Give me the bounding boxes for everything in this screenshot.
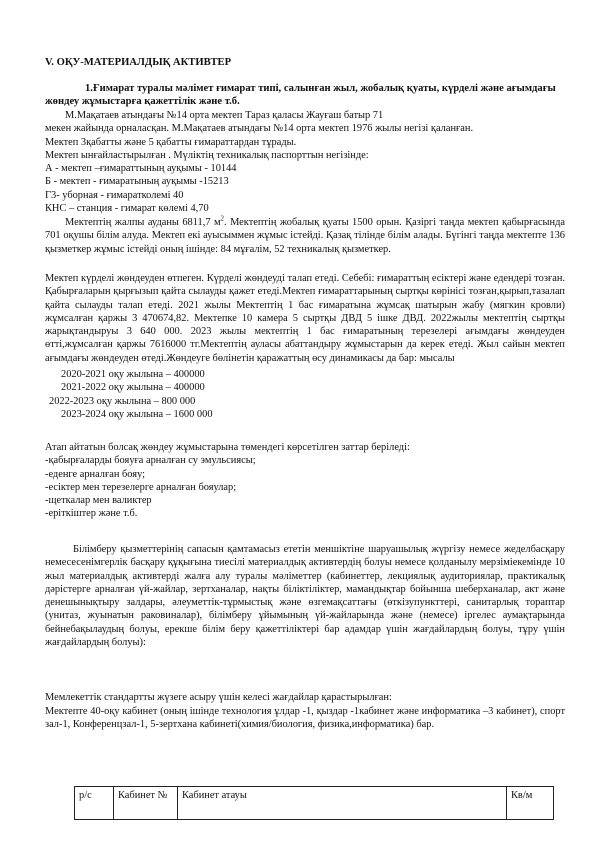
cabinet-table: [74, 786, 554, 820]
table-header-cell: р/с: [75, 787, 114, 820]
materials-intro: Атап айтатын болсақ жөндеу жұмыстарына төмендегі көрсетілген заттар беріледі:: [45, 442, 410, 453]
materials-block: [45, 441, 565, 521]
section-title: V. ОҚУ-МАТЕРИАЛДЫҚ АКТИВТЕР: [45, 57, 232, 68]
info-line: М.Мақатаев атындағы №14 орта мектеп Тараз қаласы Жауғаш батыр 71: [65, 110, 384, 121]
standard-title: Мемлекеттік стандартты жүзеге асыру үшін келесі жағдайлар қарастырылған:: [45, 692, 392, 703]
provision-paragraph: Білімберу қызметтерінің сапасын қамтамасыз ететін меншіктіне шаруашылық жүргізу немесе жеделбасқару немесесенімгерлік басқару құқығына тиесілі материалдық активтердің болуы немесе қолданылу мерзіміекемінде 10 жыл материалдық активтерді жалға алу туралы мәліметтер (кабинеттер, лекциялық аудиториялар, практикалық дәрістерге арналған үй-жайлар, зертханалар, нақты біліктіліктер, мамандықтар бойынша шеберханалар, акт және денешынықтыру залдары, әлеуметтік-тұрмыстық және өзгемақсаттағы (өткізупункттері, санитарлық торaптар (унитаз, жуынатын раковиналар), білімберу ұйымының үй-жайларында және (немесе) іргелес аумақтарында бейнебақылаудың болуы, ерекше білім беру қажеттіліктері бар адамдар үшін жағдайлардың болуы, тұру үшін жағдайлардың болуы):: [45, 544, 565, 649]
standard-paragraph: Мектепте 40-оқу кабинет (оның ішінде технология ұлдар -1, қыздар -1кабинет және информатика –3 кабинет), спорт зал-1, Конференцзал-1, 5-зертхана кабинеті(химия/биология, физика,информатика) бар.: [45, 706, 565, 731]
funding-year-item: 2021-2022 оқу жылына – 400000: [61, 382, 205, 394]
funding-year-item: 2020-2021 оқу жылына – 400000: [61, 369, 205, 380]
materials-item: -еденге арналған бояу;: [45, 468, 146, 480]
funding-by-year-list: [45, 368, 345, 421]
table-header-cell: Кв/м: [507, 787, 554, 820]
table-header-row: [75, 787, 554, 820]
area-paragraph: [45, 216, 565, 256]
materials-item: -еріткіштер және т.б.: [45, 508, 138, 520]
info-line: мекен жайында орналасқан. М.Мақатаев атындағы №14 орта мектеп 1976 жылы негізі қаланған.: [45, 123, 474, 135]
info-line: Мектеп 3қабатты және 5 қабатты ғимараттардан тұрады.: [45, 136, 297, 148]
materials-item: -есіктер мен терезелерге арналған бояулар;: [45, 481, 237, 493]
materials-item: -щеткалар мен валиктер: [45, 495, 152, 507]
table-header-cell: Кабинет №: [114, 787, 178, 820]
area-superscript: 2: [220, 214, 225, 223]
school-info-block: [45, 109, 565, 215]
repair-paragraph: Мектеп күрделі жөндеуден өтпеген. Күрделі жөндеуді талап етеді. Себебі: ғимараттың есіктері және едендері тозған. Қабырғаларын қырғызып қайта сылауды қажет етеді.Мектеп ғимараттарының сыртқы көрінісі тозған,қырып,тазалап қайта сылауды талап етеді. 2021 жылы Мектептің 1 бас ғимаратына жұмсақ шатырын жабу (мягкин кровли) жұмсалған қаржы 3 470674,82. Мектепке 10 камера 5 сыртқы ДВД 5 ішке ДВД. 2022жылы мектептің сыртқы жарықтандыруы 3 640 000. 2023 жылы мектептің 1 бас ғимаратының терезелері ағымдағы жөндеуден өтті,жұмсалған қаржы 7616000 тг.Мектептің ауласы абаттандыру жұмыстарын да керек етеді. Жыл сайын мектеп ағымдағы жөндеуден өтеді.Жөндеуге бөлінетін қаражаттың өсу динамикасы да бар: мысалы: [45, 273, 565, 364]
info-line: Г3- уборная - ғимаратколемі 40: [45, 189, 184, 201]
info-line: А - мектеп –ғимараттының ауқымы - 10144: [45, 163, 237, 175]
info-line: Б - мектеп - ғимаратының ауқымы -15213: [45, 176, 229, 188]
info-line: КНС – станция - гимарат көлемі 4,70: [45, 203, 209, 215]
area-prefix: Мектептің жалпы ауданы 6811,7 м: [65, 217, 221, 228]
area-rest: . Мектептің жобалық қуаты 1500 орын. Қазіргі таңда мектеп қабырғасында 701 оқушы білім алуда. Мектеп екі ауысыммен жұмыс істейді. Қазақ тілінде білім алады. Бүгінгі таңда мектепте 136 қызметкер жұмыс істейді оның ішінде: 84 мұғалім, 52 техникалық қызметкер.: [45, 217, 565, 255]
funding-year-item: 2022-2023 оқу жылына – 800 000: [49, 395, 196, 407]
subsection-title: 1.Ғимарат туралы мәлімет ғимарат типі, салынған жыл, жобалық қуаты, күрделі және ағымдағы жөндеу жұмыстарға қажеттілік және т.б.: [45, 83, 556, 108]
materials-item: -қабырғаларды бояуға арналған су эмульсиясы;: [45, 455, 256, 467]
info-line: Мектеп ынғайластырылған . Мүліктің техникалық паспорттын негізінде:: [45, 149, 369, 161]
funding-year-item: 2023-2024 оқу жылына – 1600 000: [61, 408, 213, 420]
table-header-cell: Кабинет атауы: [178, 787, 507, 820]
